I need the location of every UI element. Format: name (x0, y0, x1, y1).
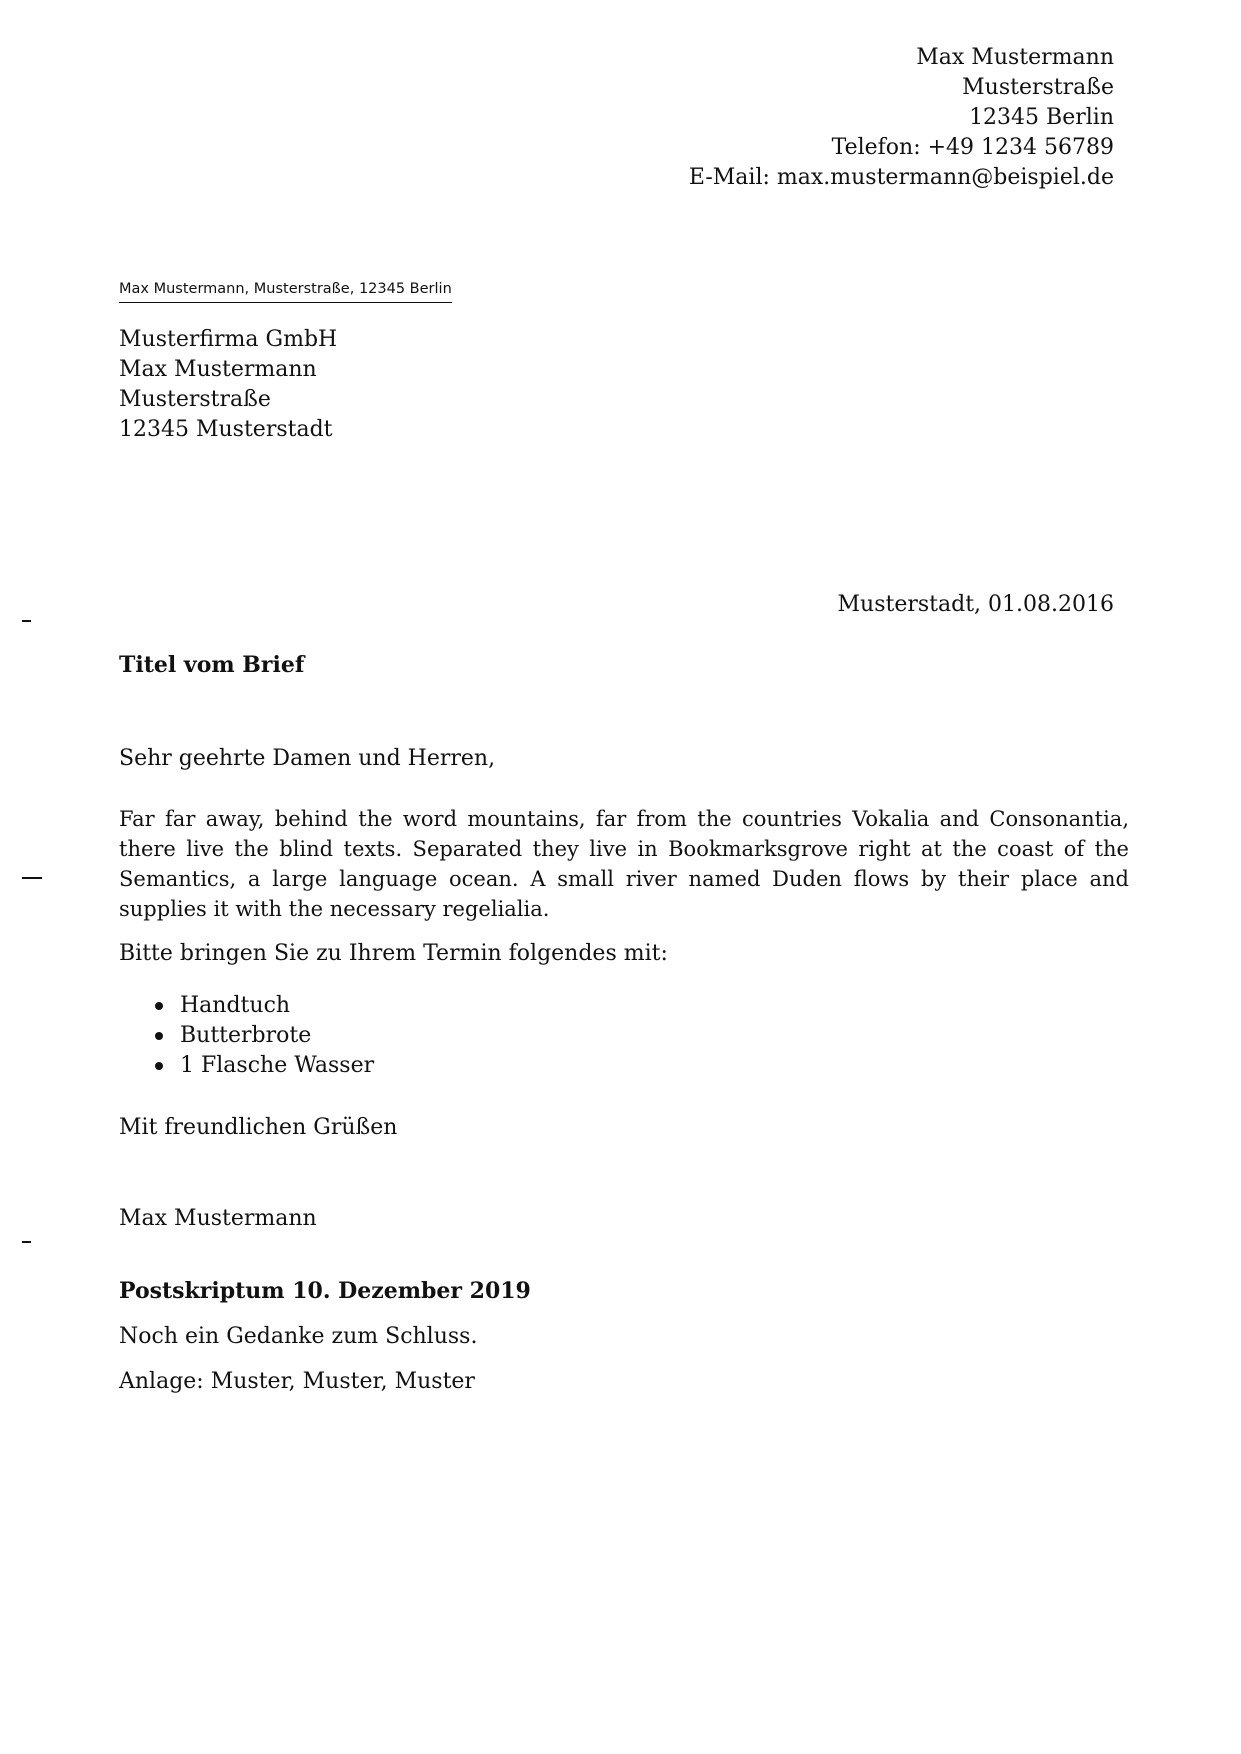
fold-mark-top (22, 620, 31, 622)
list-item (152, 1021, 374, 1051)
list-item-label: Handtuch (180, 993, 291, 1018)
bullet-icon (155, 1062, 163, 1070)
list-item-label: Butterbrote (180, 1023, 312, 1048)
signature-name: Max Mustermann (119, 1206, 317, 1231)
sender-address-block (689, 43, 1114, 193)
sender-name: Max Mustermann (916, 45, 1114, 70)
recipient-street: Musterstraße (119, 387, 271, 412)
closing: Mit freundlichen Grüßen (119, 1115, 398, 1140)
list-item (152, 991, 374, 1021)
letter-subject: Titel vom Brief (119, 652, 305, 678)
sender-phone: Telefon: +49 1234 56789 (831, 135, 1114, 160)
recipient-name: Max Mustermann (119, 357, 317, 382)
bullet-icon (155, 1032, 163, 1040)
sender-street: Musterstraße (962, 75, 1114, 100)
recipient-address-block (119, 325, 337, 445)
item-list (152, 991, 374, 1081)
return-address-line: Max Mustermann, Musterstraße, 12345 Berlin (119, 279, 452, 303)
sender-email: E-Mail: max.mustermann@beispiel.de (688, 165, 1114, 190)
date-line: Musterstadt, 01.08.2016 (837, 592, 1114, 617)
recipient-city: 12345 Musterstadt (119, 417, 333, 442)
bullet-icon (155, 1002, 163, 1010)
salutation: Sehr geehrte Damen und Herren, (119, 746, 496, 771)
postscript-text: Noch ein Gedanke zum Schluss. (119, 1324, 478, 1349)
postscript-heading: Postskriptum 10. Dezember 2019 (119, 1278, 531, 1304)
list-intro: Bitte bringen Sie zu Ihrem Termin folgendes mit: (119, 941, 668, 966)
recipient-company: Musterfirma GmbH (119, 327, 338, 352)
fold-mark-bottom (22, 1241, 31, 1243)
sender-city: 12345 Berlin (969, 105, 1114, 130)
body-paragraph: Far far away, behind the word mountains, far from the countries Vokalia and Consonantia, there live the blind texts. Separated they live in Bookmarksgrove right at the coast of the Semantics, a large language ocean. A small river named Duden flows by their place and supplies it with the necessary regelialia. (119, 807, 1129, 921)
enclosure-line: Anlage: Muster, Muster, Muster (119, 1369, 475, 1394)
list-item (152, 1051, 374, 1081)
punch-mark (22, 877, 42, 879)
list-item-label: 1 Flasche Wasser (180, 1053, 375, 1078)
